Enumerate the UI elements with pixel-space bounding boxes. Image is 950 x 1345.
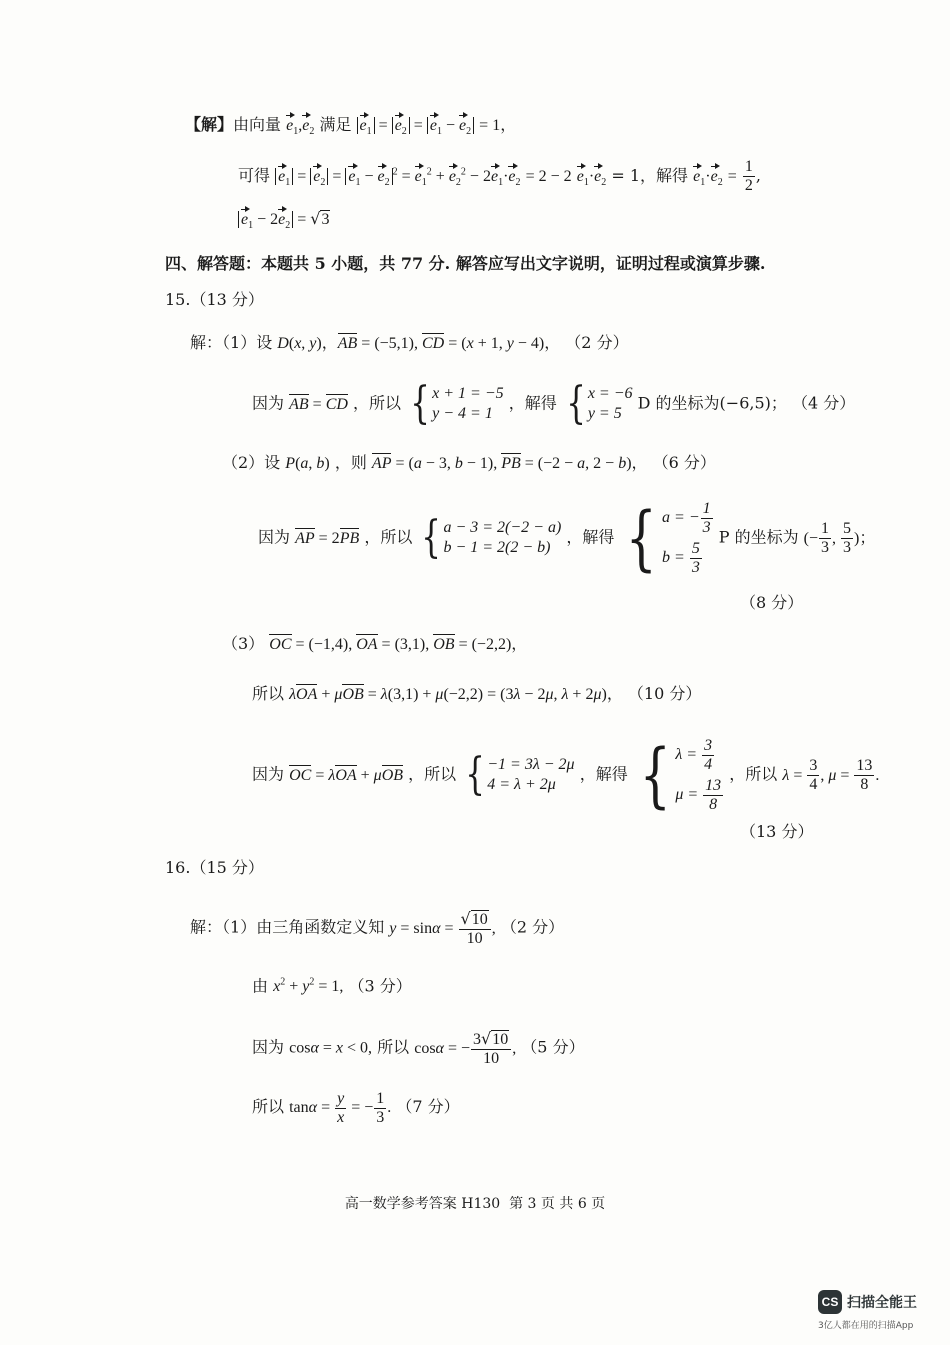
p14-line2: 可得 $e_1 = e_2 = e_1 - e_2^2 = e_1^2 + e_2^2 - 2e_1\cdot e_2 = 2 - 2$ $e_1\cdot e_2 = 1$，解得 $e_1\cdot e_2$ = $\frac{1}{2}$ , xyxy=(238,158,762,194)
scanner-brand: 扫描全能王 xyxy=(847,1295,917,1311)
scanner-logo xyxy=(818,1290,917,1314)
p16-line2: 由 $x^2 + y^2 = 1$, （3 分） xyxy=(252,976,412,996)
p15-part3-line3: 因为 OC = λOA + μOB ，所以 { −1 = 3λ − 2μ 4 = λ + 2μ ，解得 { λ = $\frac{3}{4}$ μ = $\frac{13}{8}$ ，所以 λ = $\frac{3}{4}$ , μ = $\frac{13}{8}$ . xyxy=(252,734,880,816)
p15-score13: （13 分） xyxy=(740,822,814,841)
p16-line3: 因为 cosα = x < 0, 所以 cosα = − $\frac{3√10}{10}$ , （5 分） xyxy=(252,1029,585,1067)
cs-logo-icon: CS xyxy=(818,1290,842,1314)
p15-part2-line1: （2）设 P(a, b) ，则 AP = (a − 3, b − 1), PB = (−2 − a, 2 − b)， （6 分） xyxy=(222,453,716,472)
p16-line4: 所以 tanα = $\frac{y}{x}$ = − $\frac{1}{3}$ . （7 分） xyxy=(252,1090,460,1126)
p15-part2-line2: 因为 AP = 2PB ，所以 { a − 3 = 2(−2 − a) b − 1 = 2(2 − b) ，解得 { a = − $\frac{1}{3}$ b = $\frac{5}{3}$ P 的坐标为 (− $\frac{1}{3}$ , $\frac{5}{3}$ )； xyxy=(258,497,876,579)
scanner-slogan: 3亿人都在用的扫描App xyxy=(818,1321,914,1331)
p15-part3-line1: （3） OC = (−1,4), OA = (3,1), OB = (−2,2)， xyxy=(222,634,528,653)
p15-part3-line2: 所以 λOA + μOB = λ(3,1) + μ(−2,2) = (3λ − 2μ, λ + 2μ)， （10 分） xyxy=(252,684,702,703)
solution-tag: 【解】 xyxy=(185,115,234,134)
section-heading: 四、解答题：本题共 5 小题，共 77 分. 解答应写出文字说明，证明过程或演算步骤. xyxy=(165,254,766,273)
p15-part1-line2: 因为 AB = CD ，所以 { x + 1 = −5 y − 4 = 1 ，解得 { x = −6 y = 5 D 的坐标为(−6,5)； （4 分） xyxy=(252,378,856,429)
p14-line1: 【解】由向量 $e_1,e_2$ 满足 $e_1 = e_2 = e_1 - e_2 = 1$， xyxy=(185,115,517,138)
p15-part1-line1: 解：（1）设 D(x, y)，AB = (−5,1), CD = (x + 1, y − 4)， （2 分） xyxy=(190,333,629,352)
p16-header: 16.（15 分） xyxy=(165,858,264,877)
p14-line3: $e_1 - 2e_2 = √3$ xyxy=(238,208,330,236)
page-number: 第 3 页 共 6 页 xyxy=(509,1196,606,1212)
page-footer: 高一数学参考答案 H130 第 3 页 共 6 页 xyxy=(344,1196,606,1212)
p15-score8: （8 分） xyxy=(740,593,804,612)
p16-line1: 解：（1）由三角函数定义知 y = sinα = $\frac{√10}{10}$ , （2 分） xyxy=(190,909,565,947)
p15-header: 15.（13 分） xyxy=(165,290,264,309)
